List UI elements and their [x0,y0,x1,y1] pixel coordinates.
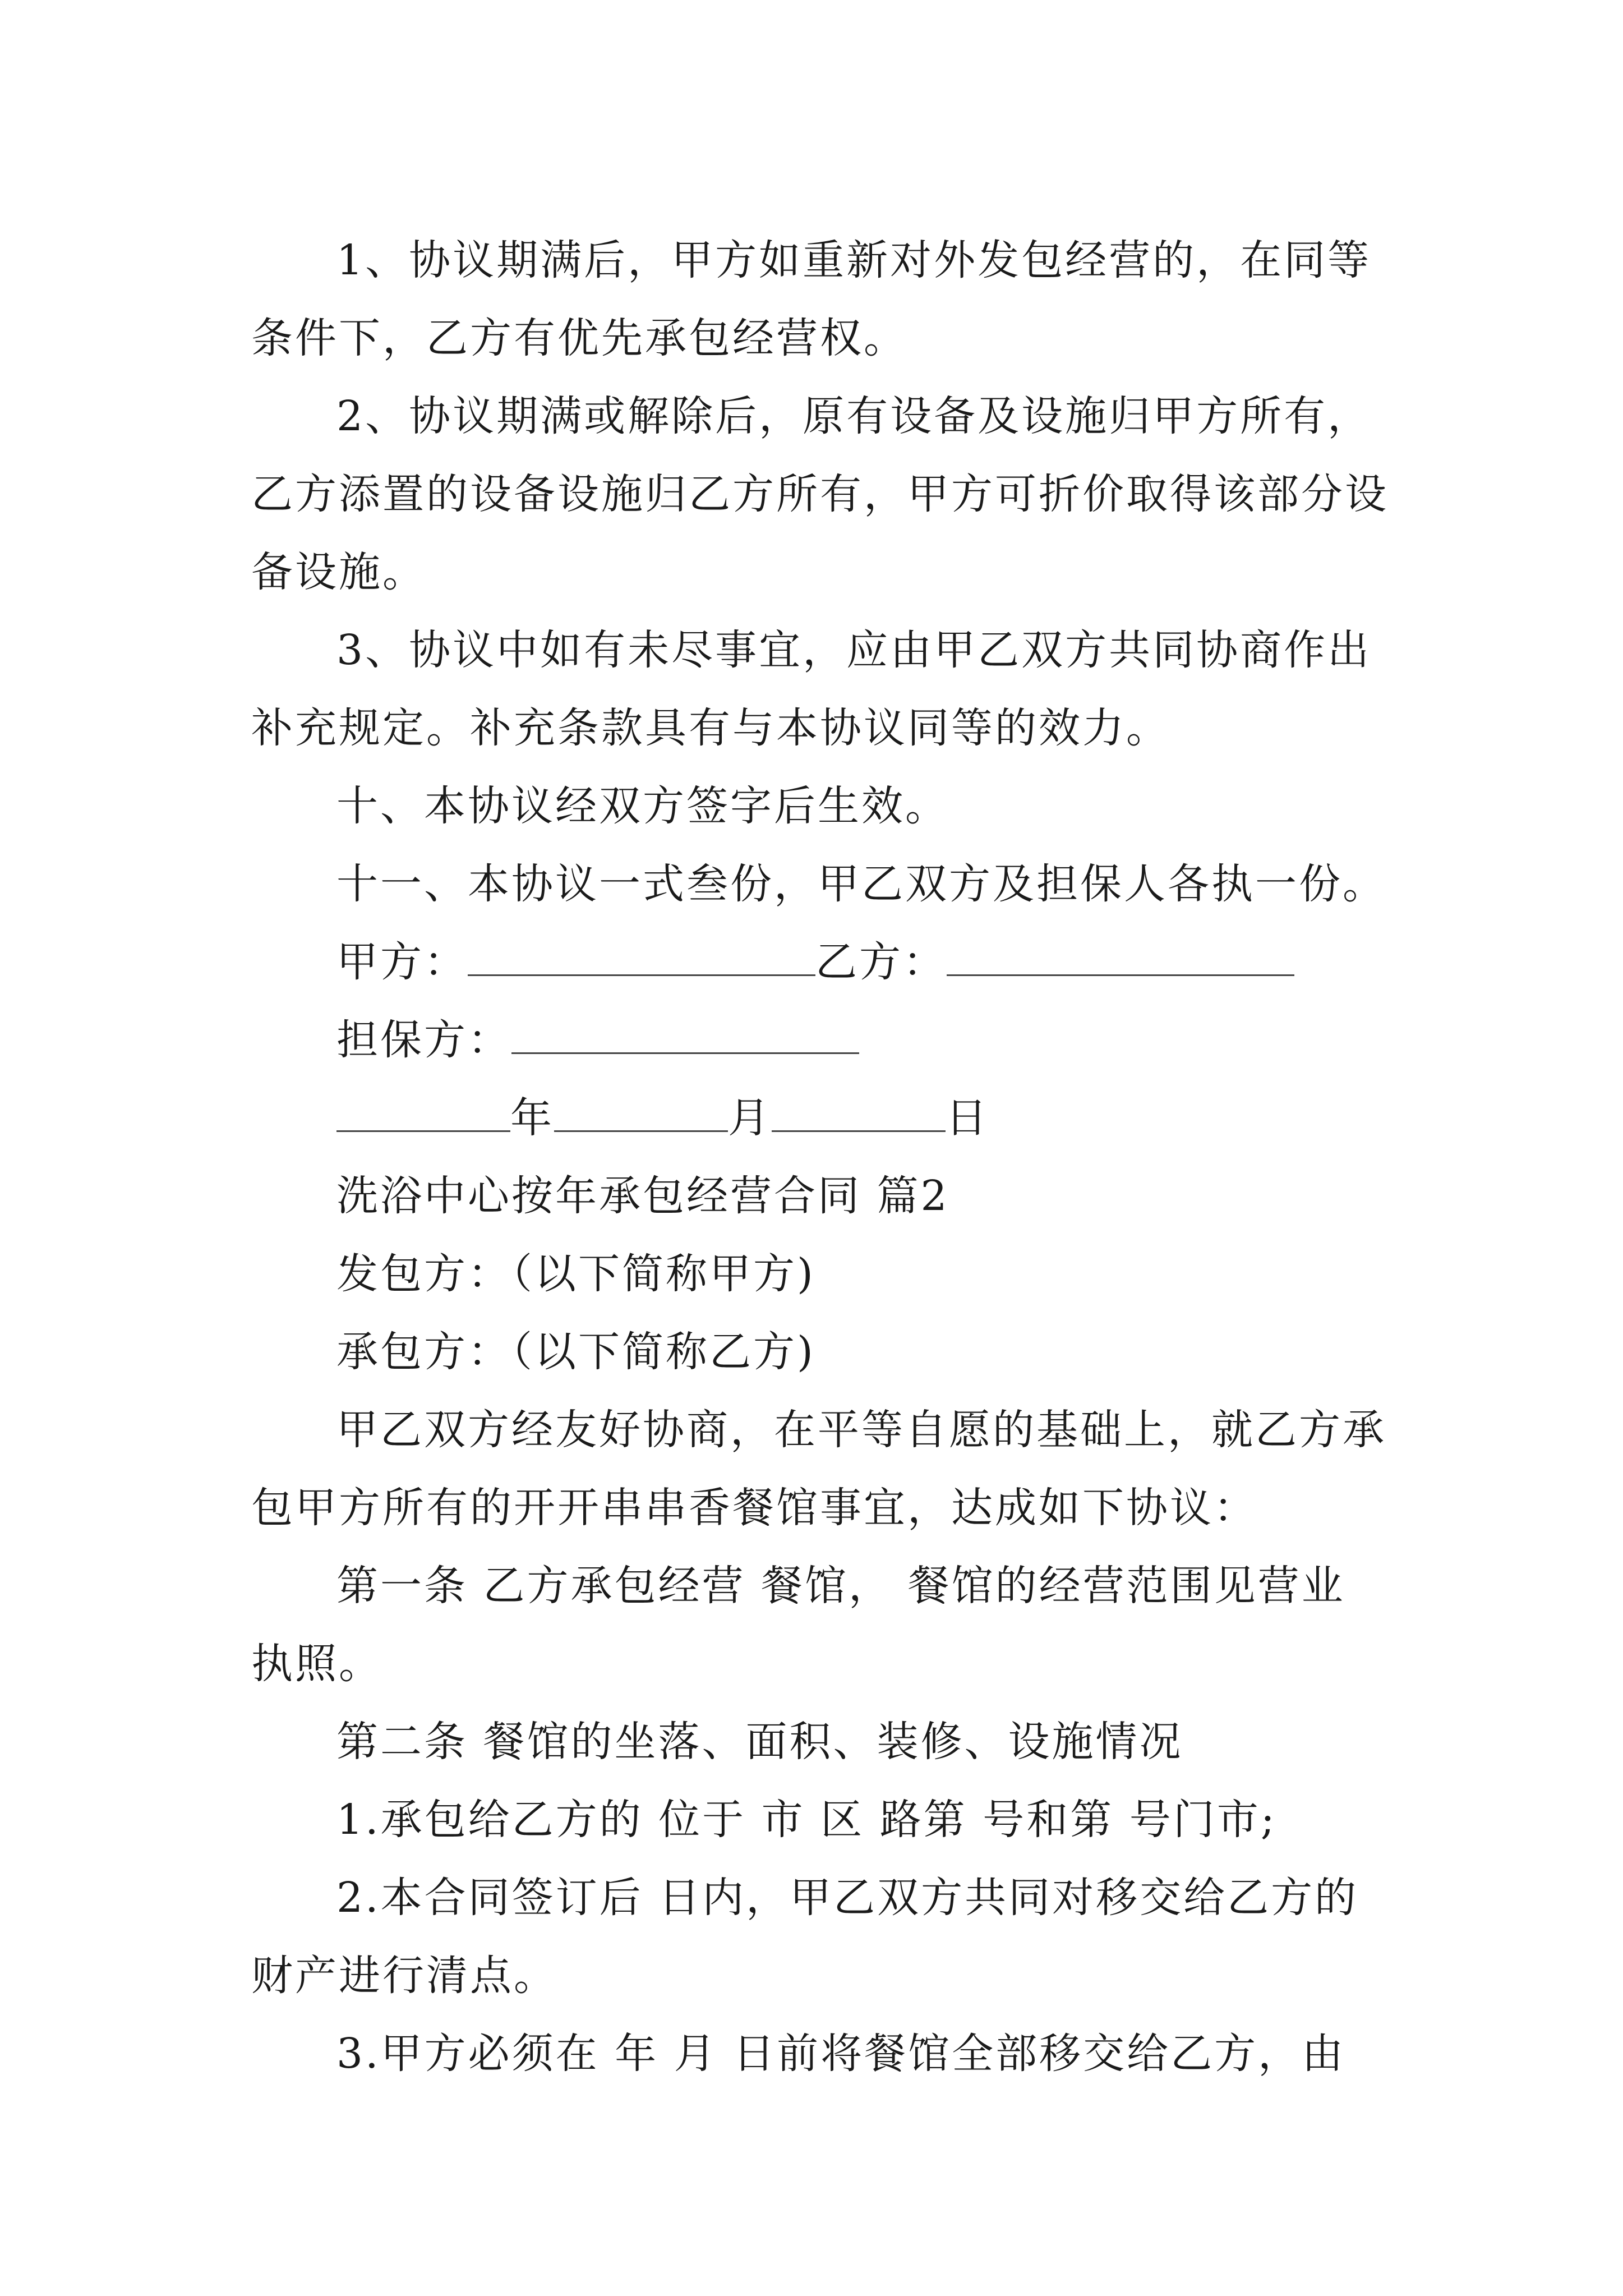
paragraph-clause-1-cont: 条件下，乙方有优先承包经营权。 [251,314,907,362]
date-line [251,1079,1407,1157]
month-label: 月 [728,1094,772,1142]
contractee-line: 承包方：（以下简称乙方) [336,1328,815,1376]
paragraph-item-3: 3.甲方必须在 年 月 日前将餐馆全部移交给乙方，由 [336,2030,1346,2078]
paragraph-item-2: 2.本合同签订后 日内，甲乙双方共同对移交给乙方的 [336,1874,1359,1922]
party-b-signature-blank [947,941,1294,976]
guarantor-line [251,1001,1407,1079]
paragraph-article-2: 第二条 餐馆的坐落、面积、装修、设施情况 [336,1718,1183,1766]
paragraph-article-10: 十、本协议经双方签字后生效。 [336,782,949,830]
paragraph-clause-3: 3、协议中如有未尽事宜，应由甲乙双方共同协商作出 [336,626,1372,674]
paragraph-preamble: 甲乙双方经友好协商，在平等自愿的基础上，就乙方承 [336,1406,1386,1454]
paragraph-clause-1: 1、协议期满后，甲方如重新对外发包经营的，在同等 [336,236,1372,284]
paragraph-article-11: 十一、本协议一式叁份，甲乙双方及担保人各执一份。 [336,860,1386,908]
year-blank [336,1097,510,1132]
guarantor-label: 担保方： [336,1016,511,1064]
paragraph-item-2-cont: 财产进行清点。 [251,1952,557,2000]
paragraph-article-1: 第一条 乙方承包经营 餐馆， 餐馆的经营范围见营业 [336,1562,1345,1610]
day-blank [772,1097,946,1132]
day-label: 日 [946,1094,989,1142]
paragraph-clause-2: 2、协议期满或解除后，原有设备及设施归甲方所有， [336,392,1372,440]
paragraph-preamble-cont: 包甲方所有的开开串串香餐馆事宜，达成如下协议： [251,1484,1257,1532]
year-label: 年 [510,1094,554,1142]
paragraph-clause-2-end: 备设施。 [251,548,426,596]
party-a-label: 甲方： [336,938,468,986]
month-blank [554,1097,728,1132]
paragraph-clause-3-cont: 补充规定。补充条款具有与本协议同等的效力。 [251,704,1170,752]
party-a-signature-blank [468,941,815,976]
paragraph-item-1: 1.承包给乙方的 位于 市 区 路第 号和第 号门市; [336,1796,1277,1844]
paragraph-clause-2-cont: 乙方添置的设备设施归乙方所有，甲方可折价取得该部分设 [251,470,1389,518]
guarantor-signature-blank [511,1019,859,1054]
contract-heading: 洗浴中心按年承包经营合同 篇2 [336,1172,949,1220]
party-b-label: 乙方： [815,938,947,986]
paragraph-article-1-cont: 执照。 [251,1640,382,1688]
signature-parties-line [251,923,1407,1001]
document-body [251,222,1407,2093]
contractor-line: 发包方：（以下简称甲方) [336,1250,815,1298]
